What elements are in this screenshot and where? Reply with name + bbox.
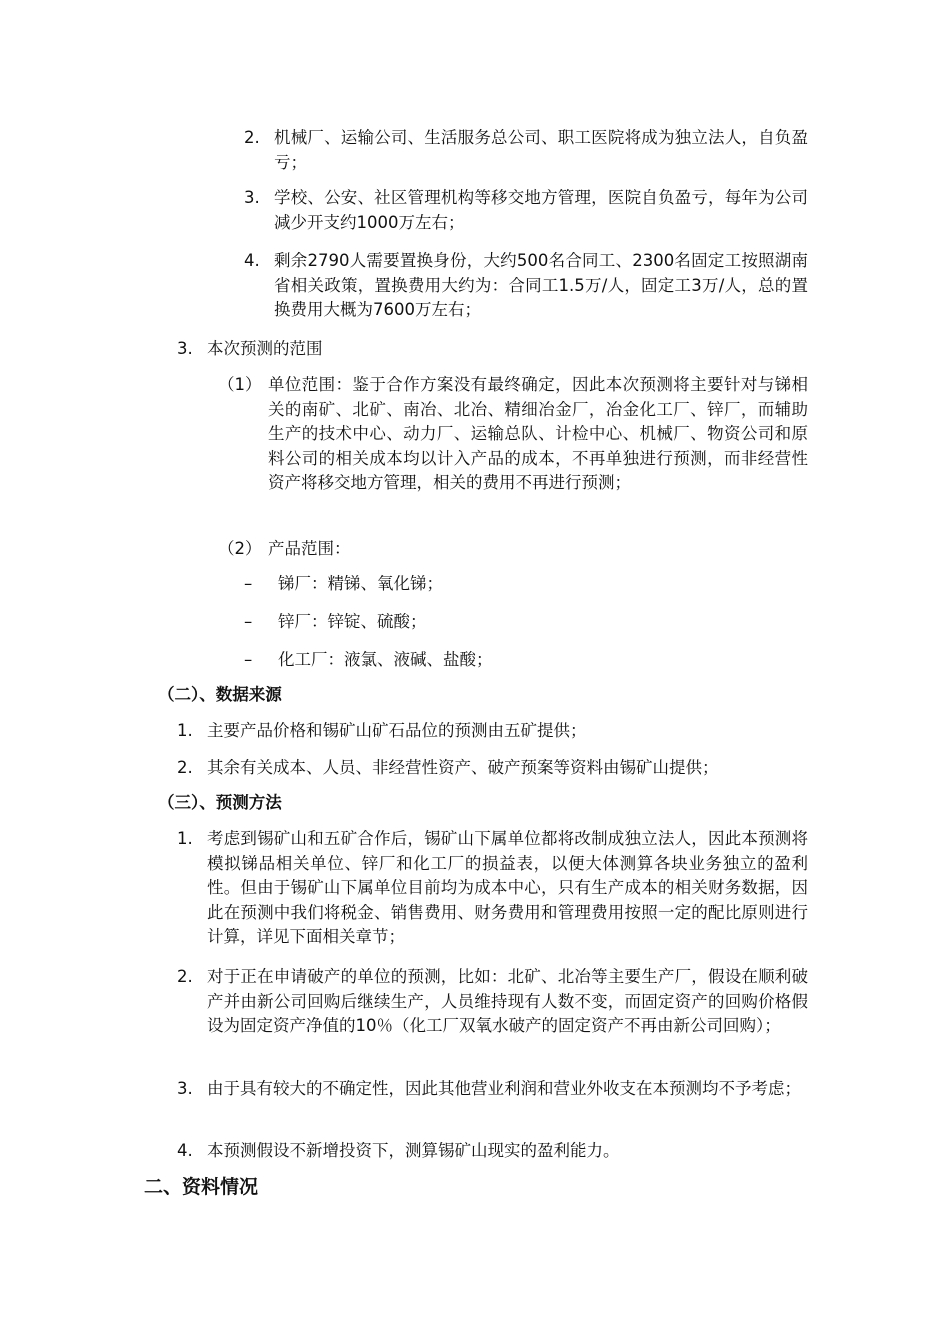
unit-scope xyxy=(218,373,808,496)
list-item xyxy=(244,249,808,323)
list-item xyxy=(177,1139,808,1164)
list-item xyxy=(177,965,808,1039)
list-item xyxy=(177,719,808,744)
list-text: 考虑到锡矿山和五矿合作后，锡矿山下属单位都将改制成独立法人，因此本预测将模拟锑品相关单位、锌厂和化工厂的损益表，以便大体测算各块业务独立的盈利性。但由于锡矿山下属单位目前均为成本中心，只有生产成本的相关财务数据，因此在预测中我们将税金、销售费用、财务费用和管理费用按照一定的配比原则进行计算，详见下面相关章节； xyxy=(207,829,808,946)
list-number: 2. xyxy=(244,128,260,147)
product-scope-text: 产品范围： xyxy=(268,539,351,558)
scope-heading xyxy=(177,337,577,362)
list-text: 主要产品价格和锡矿山矿石品位的预测由五矿提供； xyxy=(207,721,587,740)
list-number: 4. xyxy=(177,1141,193,1160)
unit-scope-text: 单位范围：鉴于合作方案没有最终确定，因此本次预测将主要针对与锑相关的南矿、北矿、南冶、北冶、精细冶金厂，冶金化工厂、锌厂，而辅助生产的技术中心、动力厂、运输总队、计检中心、机械厂、物资公司和原料公司的相关成本均以计入产品的成本，不再单独进行预测，而非经营性资产将移交地方管理，相关的费用不再进行预测； xyxy=(268,375,808,492)
list-text: 其余有关成本、人员、非经营性资产、破产预案等资料由锡矿山提供； xyxy=(207,758,719,777)
list-number: 1. xyxy=(177,829,193,848)
list-text: 本预测假设不新增投资下，测算锡矿山现实的盈利能力。 xyxy=(207,1141,620,1160)
list-number: 3. xyxy=(244,188,260,207)
product-item-text: 化工厂：液氯、液碱、盐酸； xyxy=(278,650,493,669)
list-item xyxy=(177,827,808,950)
product-scope xyxy=(218,537,808,562)
list-label: （1） xyxy=(218,375,262,394)
product-item-text: 锑厂：精锑、氧化锑； xyxy=(278,574,443,593)
list-number: 1. xyxy=(177,721,193,740)
methods-heading: （三）、预测方法 xyxy=(158,793,282,812)
product-item xyxy=(244,610,804,635)
list-text: 剩余2790人需要置换身份，大约500名合同工、2300名固定工按照湖南省相关政策，置换费用大约为：合同工1.5万/人，固定工3万/人，总的置换费用大概为7600万左右； xyxy=(274,251,808,319)
list-number: 3. xyxy=(177,339,193,358)
list-text: 机械厂、运输公司、生活服务总公司、职工医院将成为独立法人，自负盈亏； xyxy=(274,128,808,172)
list-number: 3. xyxy=(177,1079,193,1098)
list-number: 4. xyxy=(244,251,260,270)
list-item xyxy=(244,186,808,235)
list-number: 2. xyxy=(177,758,193,777)
bullet-dash: – xyxy=(244,574,253,593)
list-text: 对于正在申请破产的单位的预测，比如：北矿、北冶等主要生产厂，假设在顺利破产并由新公司回购后继续生产，人员维持现有人数不变，而固定资产的回购价格假设为固定资产净值的10％（化工厂双氧水破产的固定资产不再由新公司回购）； xyxy=(207,967,808,1035)
section-two-title: 二、资料情况 xyxy=(144,1176,259,1198)
list-text: 由于具有较大的不确定性，因此其他营业利润和营业外收支在本预测均不予考虑； xyxy=(207,1079,801,1098)
list-item xyxy=(177,1077,808,1102)
bullet-dash: – xyxy=(244,612,253,631)
product-item xyxy=(244,572,804,597)
bullet-dash: – xyxy=(244,650,253,669)
list-label: （2） xyxy=(218,539,262,558)
scope-title: 本次预测的范围 xyxy=(207,339,323,358)
list-item xyxy=(244,126,808,175)
list-item xyxy=(177,756,817,781)
product-item-text: 锌厂：锌锭、硫酸； xyxy=(278,612,427,631)
list-number: 2. xyxy=(177,967,193,986)
data-sources-heading: （二）、数据来源 xyxy=(158,685,282,704)
product-item xyxy=(244,648,804,673)
list-text: 学校、公安、社区管理机构等移交地方管理，医院自负盈亏，每年为公司减少开支约1000万左右； xyxy=(274,188,808,232)
